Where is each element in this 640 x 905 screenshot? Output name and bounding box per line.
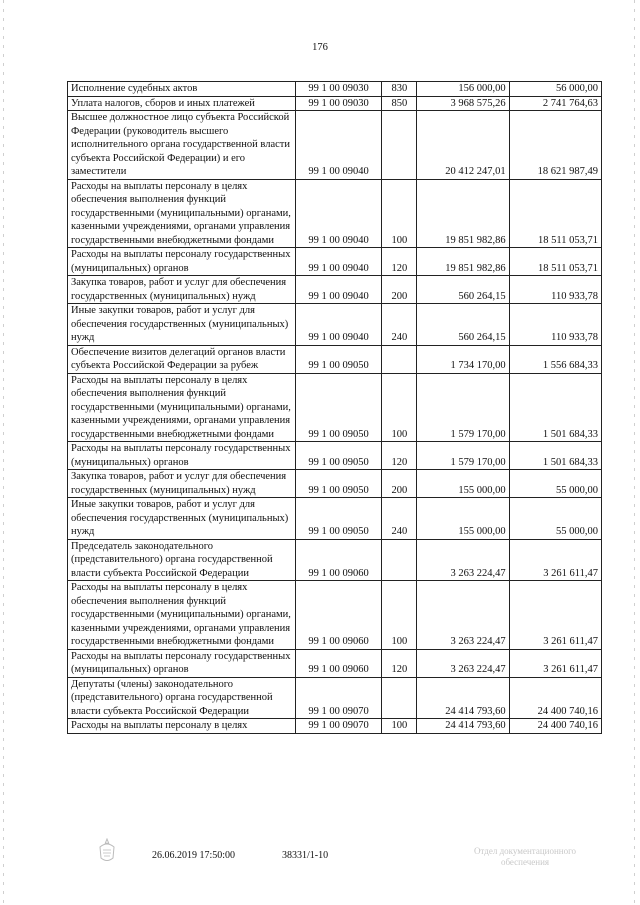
row-type-cell: 240 xyxy=(382,304,417,346)
table-row xyxy=(68,248,602,276)
footer-date: 26.06.2019 17:50:00 xyxy=(152,850,236,861)
footer-stamp: Отдел документационного обеспечения xyxy=(473,846,577,867)
row-name-cell: Расходы на выплаты персоналу в целях xyxy=(68,719,296,734)
row-type-cell: 830 xyxy=(382,82,417,97)
row-sum-cell: 156 000,00 xyxy=(417,82,509,97)
page-number: 176 xyxy=(312,42,328,53)
row-type-cell: 120 xyxy=(382,442,417,470)
table-row xyxy=(68,276,602,304)
row-sum-cell: 155 000,00 xyxy=(417,498,509,540)
page-footer xyxy=(0,846,640,880)
row-name-cell: Расходы на выплаты персоналу государственных (муниципальных) органов xyxy=(68,649,296,677)
row-sum-cell: 55 000,00 xyxy=(509,470,601,498)
table-row xyxy=(68,581,602,650)
table-row xyxy=(68,96,602,111)
row-sum-cell: 110 933,78 xyxy=(509,304,601,346)
row-sum-cell: 24 414 793,60 xyxy=(417,677,509,719)
row-sum-cell: 3 263 224,47 xyxy=(417,581,509,650)
row-name-cell: Иные закупки товаров, работ и услуг для обеспечения государственных (муниципальных) нужд xyxy=(68,304,296,346)
row-sum-cell: 18 511 053,71 xyxy=(509,179,601,248)
row-code-cell: 99 1 00 09040 xyxy=(295,304,382,346)
row-sum-cell: 2 741 764,63 xyxy=(509,96,601,111)
table-row xyxy=(68,373,602,442)
budget-table xyxy=(67,81,602,734)
row-type-cell xyxy=(382,677,417,719)
table-row xyxy=(68,498,602,540)
row-code-cell: 99 1 00 09030 xyxy=(295,96,382,111)
row-name-cell: Председатель законодательного (представительного) органа государственной власти субъекта Российской Федерации xyxy=(68,539,296,581)
row-name-cell: Высшее должностное лицо субъекта Российской Федерации (руководитель высшего исполнительного органа государственной власти субъекта Российской Федерации) и его заместители xyxy=(68,111,296,180)
row-type-cell: 100 xyxy=(382,373,417,442)
table-row xyxy=(68,677,602,719)
row-code-cell: 99 1 00 09050 xyxy=(295,442,382,470)
row-sum-cell: 110 933,78 xyxy=(509,276,601,304)
row-name-cell: Депутаты (члены) законодательного (представительного) органа государственной власти субъекта Российской Федерации xyxy=(68,677,296,719)
row-name-cell: Расходы на выплаты персоналу в целях обеспечения выполнения функций государственными (муниципальными) органами, казенными учреждениями, органами управления государственными внебюджетными фондами xyxy=(68,179,296,248)
row-sum-cell: 3 261 611,47 xyxy=(509,649,601,677)
row-name-cell: Расходы на выплаты персоналу государственных (муниципальных) органов xyxy=(68,248,296,276)
table-row xyxy=(68,82,602,97)
row-sum-cell: 19 851 982,86 xyxy=(417,248,509,276)
row-code-cell: 99 1 00 09040 xyxy=(295,111,382,180)
row-name-cell: Закупка товаров, работ и услуг для обеспечения государственных (муниципальных) нужд xyxy=(68,276,296,304)
row-sum-cell: 3 263 224,47 xyxy=(417,649,509,677)
row-code-cell: 99 1 00 09040 xyxy=(295,276,382,304)
row-sum-cell: 560 264,15 xyxy=(417,276,509,304)
row-sum-cell: 3 968 575,26 xyxy=(417,96,509,111)
row-sum-cell: 18 511 053,71 xyxy=(509,248,601,276)
row-sum-cell: 1 501 684,33 xyxy=(509,373,601,442)
row-code-cell: 99 1 00 09060 xyxy=(295,581,382,650)
table-row xyxy=(68,179,602,248)
row-name-cell: Иные закупки товаров, работ и услуг для обеспечения государственных (муниципальных) нужд xyxy=(68,498,296,540)
row-name-cell: Уплата налогов, сборов и иных платежей xyxy=(68,96,296,111)
row-type-cell: 100 xyxy=(382,179,417,248)
budget-table-body xyxy=(68,82,602,734)
row-sum-cell: 24 400 740,16 xyxy=(509,719,601,734)
row-type-cell: 200 xyxy=(382,276,417,304)
row-code-cell: 99 1 00 09050 xyxy=(295,345,382,373)
row-sum-cell: 1 501 684,33 xyxy=(509,442,601,470)
row-name-cell: Обеспечение визитов делегаций органов власти субъекта Российской Федерации за рубеж xyxy=(68,345,296,373)
row-sum-cell: 55 000,00 xyxy=(509,498,601,540)
row-code-cell: 99 1 00 09050 xyxy=(295,470,382,498)
row-sum-cell: 155 000,00 xyxy=(417,470,509,498)
row-code-cell: 99 1 00 09060 xyxy=(295,539,382,581)
row-sum-cell: 3 263 224,47 xyxy=(417,539,509,581)
row-code-cell: 99 1 00 09050 xyxy=(295,498,382,540)
row-sum-cell: 20 412 247,01 xyxy=(417,111,509,180)
row-name-cell: Исполнение судебных актов xyxy=(68,82,296,97)
emblem-icon xyxy=(96,838,118,867)
table-row xyxy=(68,111,602,180)
row-code-cell: 99 1 00 09060 xyxy=(295,649,382,677)
row-sum-cell: 24 414 793,60 xyxy=(417,719,509,734)
row-sum-cell: 1 579 170,00 xyxy=(417,442,509,470)
footer-document-number: 38331/1-10 xyxy=(282,850,329,861)
row-type-cell: 120 xyxy=(382,649,417,677)
row-sum-cell: 56 000,00 xyxy=(509,82,601,97)
row-code-cell: 99 1 00 09040 xyxy=(295,248,382,276)
row-type-cell: 120 xyxy=(382,248,417,276)
row-sum-cell: 18 621 987,49 xyxy=(509,111,601,180)
row-sum-cell: 19 851 982,86 xyxy=(417,179,509,248)
row-code-cell: 99 1 00 09070 xyxy=(295,677,382,719)
table-row xyxy=(68,470,602,498)
row-type-cell: 100 xyxy=(382,581,417,650)
table-row xyxy=(68,539,602,581)
row-sum-cell: 3 261 611,47 xyxy=(509,539,601,581)
row-type-cell xyxy=(382,345,417,373)
table-row xyxy=(68,719,602,734)
row-name-cell: Расходы на выплаты персоналу государственных (муниципальных) органов xyxy=(68,442,296,470)
row-code-cell: 99 1 00 09040 xyxy=(295,179,382,248)
row-type-cell xyxy=(382,539,417,581)
row-name-cell: Закупка товаров, работ и услуг для обеспечения государственных (муниципальных) нужд xyxy=(68,470,296,498)
table-row xyxy=(68,649,602,677)
row-sum-cell: 3 261 611,47 xyxy=(509,581,601,650)
row-code-cell: 99 1 00 09030 xyxy=(295,82,382,97)
row-code-cell: 99 1 00 09070 xyxy=(295,719,382,734)
row-sum-cell: 1 556 684,33 xyxy=(509,345,601,373)
row-type-cell xyxy=(382,111,417,180)
scan-edge-left xyxy=(3,0,4,905)
row-type-cell: 240 xyxy=(382,498,417,540)
row-sum-cell: 24 400 740,16 xyxy=(509,677,601,719)
row-type-cell: 850 xyxy=(382,96,417,111)
table-row xyxy=(68,345,602,373)
table-row xyxy=(68,442,602,470)
row-code-cell: 99 1 00 09050 xyxy=(295,373,382,442)
row-type-cell: 200 xyxy=(382,470,417,498)
row-type-cell: 100 xyxy=(382,719,417,734)
scan-edge-right xyxy=(634,0,635,905)
row-sum-cell: 1 734 170,00 xyxy=(417,345,509,373)
row-sum-cell: 1 579 170,00 xyxy=(417,373,509,442)
table-row xyxy=(68,304,602,346)
row-name-cell: Расходы на выплаты персоналу в целях обеспечения выполнения функций государственными (муниципальными) органами, казенными учреждениями, органами управления государственными внебюджетными фондами xyxy=(68,373,296,442)
row-sum-cell: 560 264,15 xyxy=(417,304,509,346)
row-name-cell: Расходы на выплаты персоналу в целях обеспечения выполнения функций государственными (муниципальными) органами, казенными учреждениями, органами управления государственными внебюджетными фондами xyxy=(68,581,296,650)
